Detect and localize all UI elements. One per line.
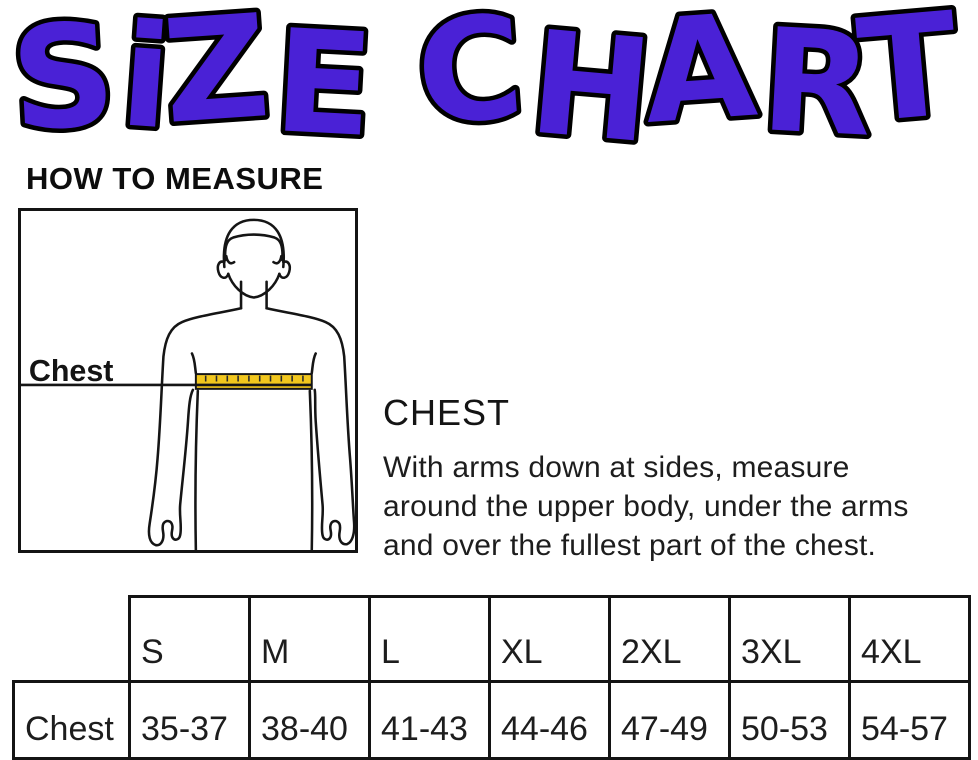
- chest-measurement-cell: 44-46: [490, 682, 610, 759]
- chest-measurement-cell: 38-40: [250, 682, 370, 759]
- chest-instructions: [383, 448, 909, 565]
- table-corner-blank: [14, 597, 130, 682]
- size-column-header: S: [130, 597, 250, 682]
- chest-instructions-line: and over the fullest part of the chest.: [383, 529, 877, 562]
- chest-measurement-cell: 35-37: [130, 682, 250, 759]
- chest-measurement-cell: 47-49: [610, 682, 730, 759]
- size-column-header: L: [370, 597, 490, 682]
- chest-row-label: Chest: [14, 682, 130, 759]
- tape-measure-icon: [196, 374, 312, 389]
- size-chart-title-svg: [0, 2, 978, 154]
- size-column-header: 2XL: [610, 597, 730, 682]
- size-table: [12, 595, 971, 760]
- torso-diagram-svg: [21, 211, 355, 550]
- size-chart-title: [0, 2, 978, 154]
- size-column-header: 3XL: [730, 597, 850, 682]
- measurement-diagram: [18, 208, 358, 553]
- how-to-measure-heading: HOW TO MEASURE: [26, 161, 324, 196]
- chest-instructions-line: around the upper body, under the arms: [383, 490, 909, 523]
- chest-label: Chest: [28, 353, 114, 388]
- size-column-header: 4XL: [850, 597, 970, 682]
- chest-section-heading: CHEST: [383, 392, 511, 433]
- chest-measurement-cell: 41-43: [370, 682, 490, 759]
- chest-measurement-cell: 50-53: [730, 682, 850, 759]
- size-column-header: M: [250, 597, 370, 682]
- size-chart-title-text: SiZE CHART: [7, 2, 964, 154]
- chest-measurement-cell: 54-57: [850, 682, 970, 759]
- chest-instructions-line: With arms down at sides, measure: [383, 451, 850, 484]
- size-column-header: XL: [490, 597, 610, 682]
